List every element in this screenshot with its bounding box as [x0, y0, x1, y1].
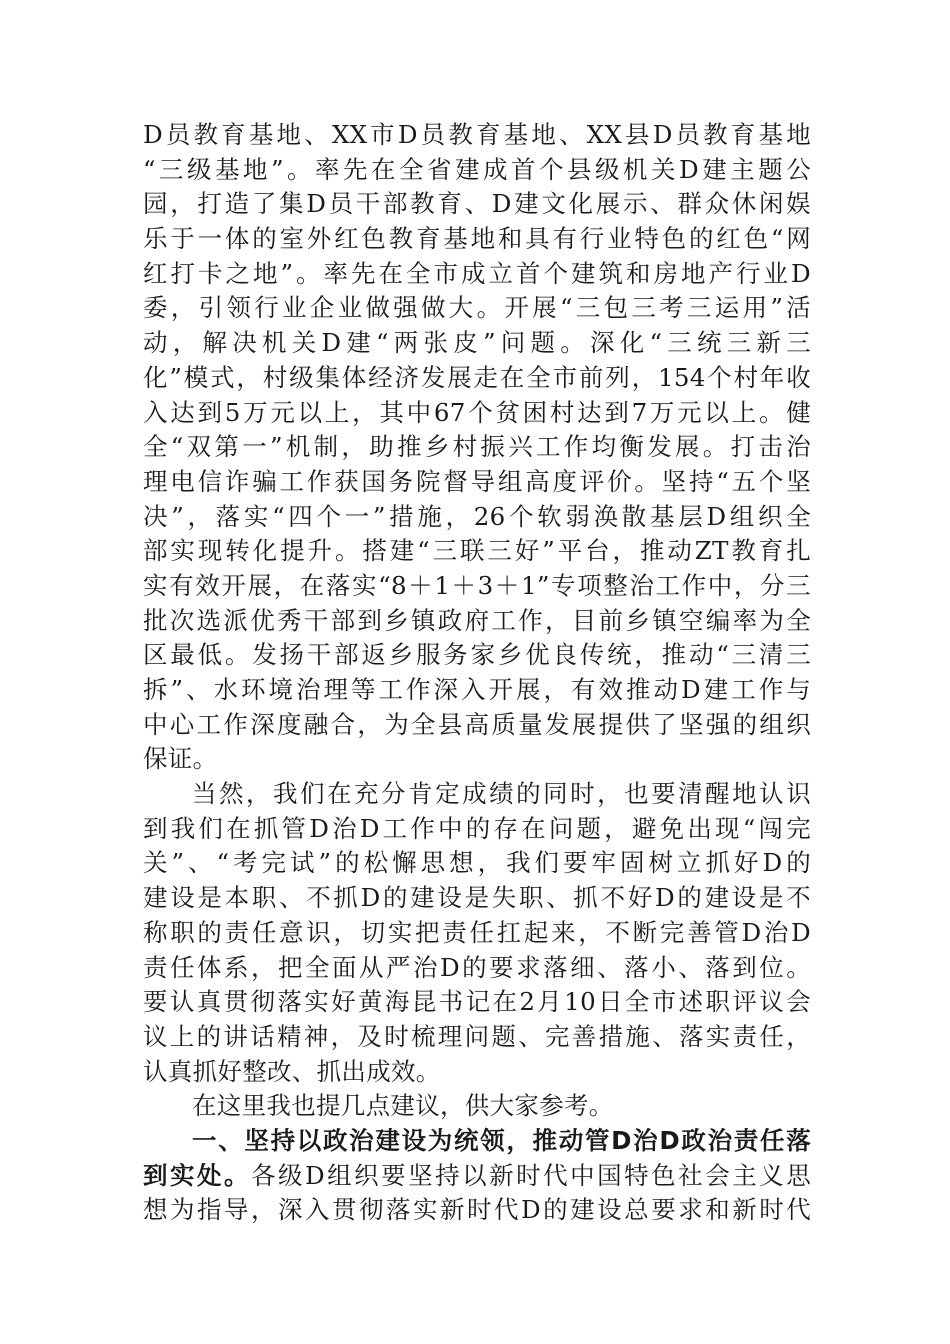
text-line: 想为指导，深入贯彻落实新时代D的建设总要求和新时代: [143, 1195, 811, 1225]
text-line: 批次选派优秀干部到乡镇政府工作，目前乡镇空编率为全: [143, 605, 811, 635]
text-line: 入达到5万元以上，其中67个贫困村达到7万元以上。健: [143, 397, 811, 427]
text-line: 称职的责任意识，切实把责任扛起来，不断完善管D治D: [143, 917, 811, 947]
text-line: 部实现转化提升。搭建“三联三好”平台，推动ZT教育扎: [143, 536, 811, 566]
text-line: D员教育基地、XX市D员教育基地、XX县D员教育基地: [143, 120, 811, 149]
text-line: 到我们在抓管D治D工作中的存在问题，避免出现“闯完: [143, 813, 811, 843]
section-heading-end: 到实处。: [143, 1160, 252, 1190]
text-run: 各级D组织要坚持以新时代中国特色社会主义思: [251, 1160, 811, 1190]
text-line: 化”模式，村级集体经济发展走在全市前列，154个村年收: [143, 362, 811, 392]
text-line: 当然，我们在充分肯定成绩的同时，也要清醒地认识: [192, 779, 811, 809]
text-line: 关”、“考完试”的松懈思想，我们要牢固树立抓好D的: [143, 848, 811, 878]
text-line: 全“双第一”机制，助推乡村振兴工作均衡发展。打击治: [143, 432, 811, 462]
text-line: 理电信诈骗工作获国务院督导组高度评价。坚持“五个坚: [143, 466, 811, 496]
text-line: 要认真贯彻落实好黄海昆书记在2月10日全市述职评议会: [143, 987, 811, 1017]
text-line: “三级基地”。率先在全省建成首个县级机关D建主题公: [143, 154, 811, 184]
text-line: 园，打造了集D员干部教育、D建文化展示、群众休闲娱: [143, 189, 811, 219]
text-line: 中心工作深度融合，为全县高质量发展提供了坚强的组织: [143, 709, 811, 739]
text-line: 区最低。发扬干部返乡服务家乡优良传统，推动“三清三: [143, 640, 811, 670]
text-line: 决”，落实“四个一”措施，26个软弱涣散基层D组织全: [143, 501, 811, 531]
text-line: 委，引领行业企业做强做大。开展“三包三考三运用”活: [143, 293, 811, 323]
text-line: 在这里我也提几点建议，供大家参考。: [192, 1091, 614, 1121]
text-line: 实有效开展，在落实“8＋1＋3＋1”专项整治工作中，分三: [143, 570, 811, 600]
text-line: 认真抓好整改、抓出成效。: [143, 1056, 441, 1086]
text-line: 拆”、水环境治理等工作深入开展，有效推动D建工作与: [143, 675, 811, 704]
text-line: 红打卡之地”。率先在全市成立首个建筑和房地产行业D: [143, 258, 811, 288]
text-line: 乐于一体的室外红色教育基地和具有行业特色的红色“网: [143, 224, 811, 254]
document-body: [143, 118, 811, 1228]
text-line: 责任体系，把全面从严治D的要求落细、落小、落到位。: [143, 952, 811, 982]
text-line: 保证。: [143, 744, 218, 774]
text-line: 动，解决机关D建“两张皮”问题。深化“三统三新三: [143, 328, 811, 358]
text-line: [143, 1159, 811, 1194]
text-line: 议上的讲话精神，及时梳理问题、完善措施、落实责任，: [143, 1021, 811, 1051]
text-line: 建设是本职、不抓D的建设是失职、抓不好D的建设是不: [143, 883, 811, 913]
section-heading: 一、坚持以政治建设为统领，推动管D治D政治责任落: [192, 1125, 811, 1155]
